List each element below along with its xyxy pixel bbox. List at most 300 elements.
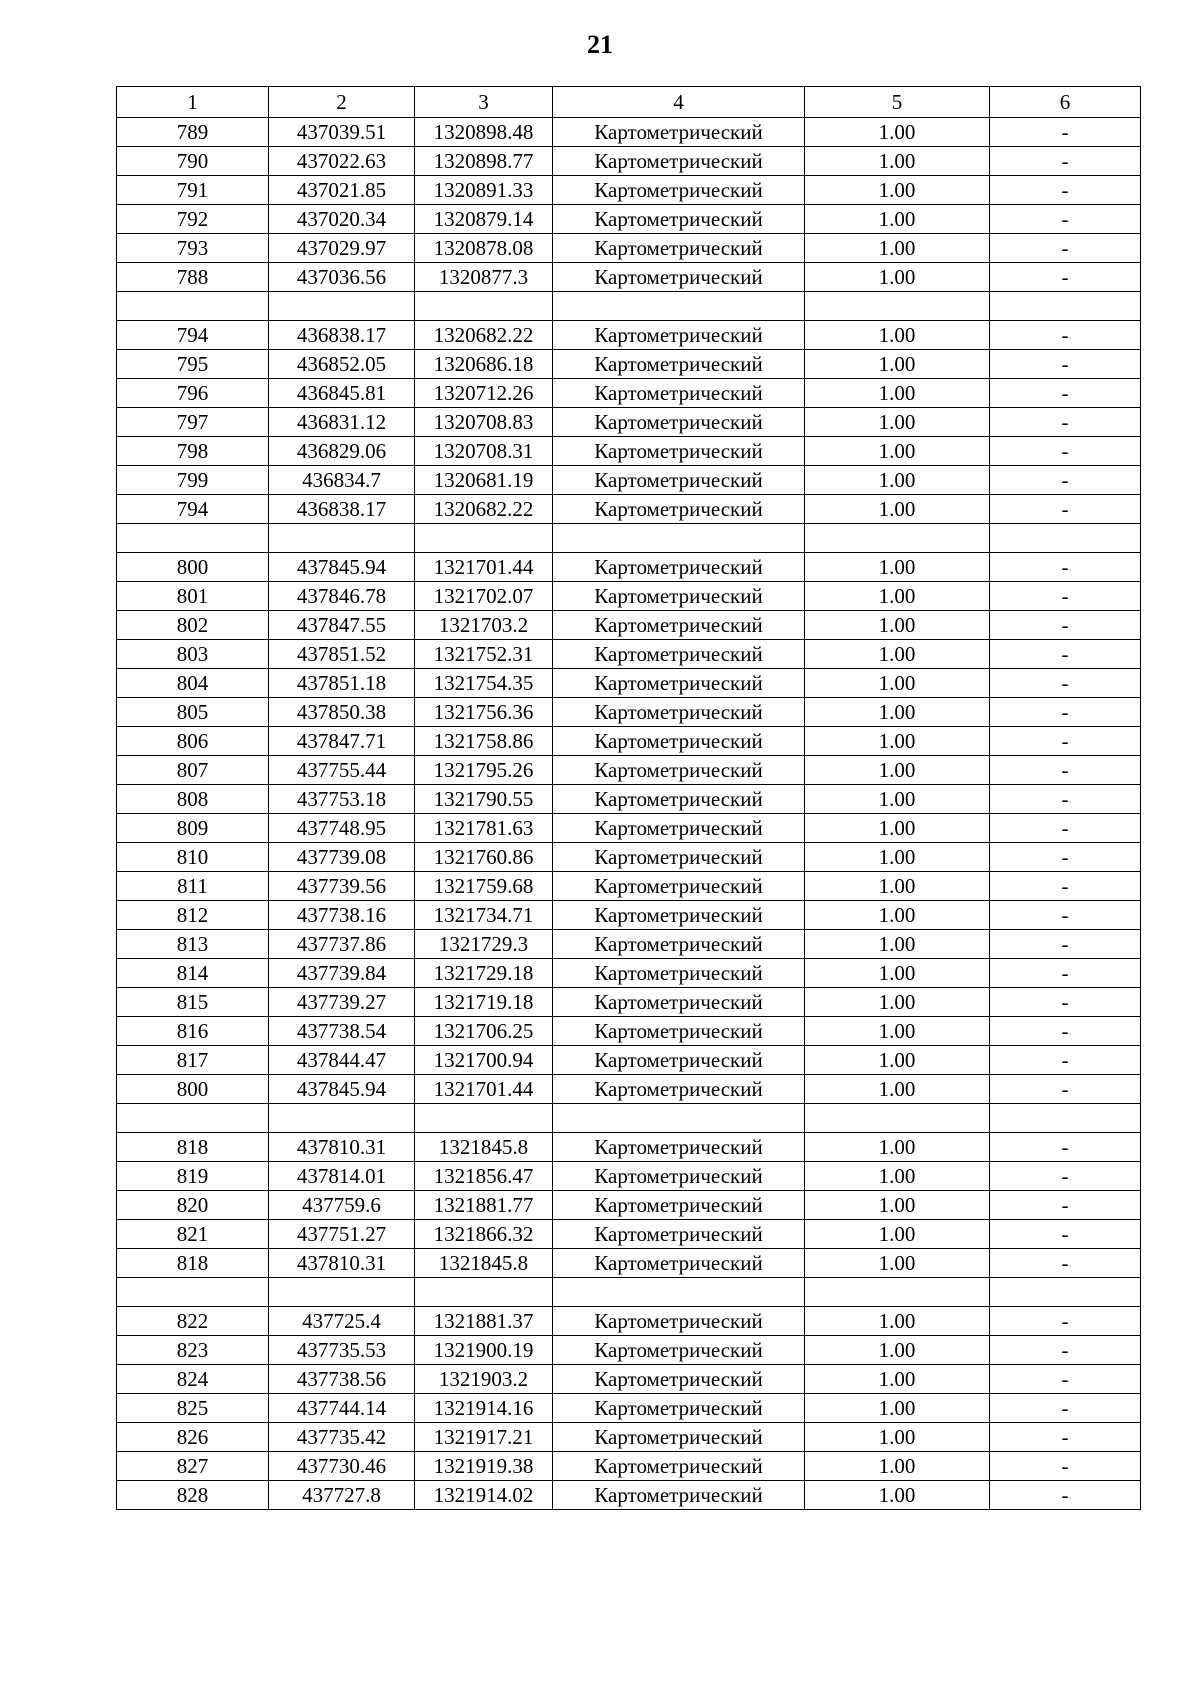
y-coordinate-cell: 1321758.86 <box>415 727 553 756</box>
note-cell: - <box>990 379 1141 408</box>
method-cell: Картометрический <box>553 466 805 495</box>
point-number-cell: 821 <box>117 1220 269 1249</box>
method-cell: Картометрический <box>553 959 805 988</box>
table-row <box>117 1075 1141 1104</box>
table-row <box>117 495 1141 524</box>
point-number-cell: 826 <box>117 1423 269 1452</box>
x-coordinate-cell: 437739.27 <box>269 988 415 1017</box>
method-cell <box>553 524 805 553</box>
table-row <box>117 582 1141 611</box>
x-coordinate-cell: 437845.94 <box>269 1075 415 1104</box>
point-number-cell: 828 <box>117 1481 269 1510</box>
point-number-cell: 808 <box>117 785 269 814</box>
note-cell: - <box>990 205 1141 234</box>
accuracy-cell: 1.00 <box>805 1191 990 1220</box>
accuracy-cell: 1.00 <box>805 1249 990 1278</box>
note-cell: - <box>990 350 1141 379</box>
point-number-cell: 788 <box>117 263 269 292</box>
point-number-cell: 815 <box>117 988 269 1017</box>
accuracy-cell: 1.00 <box>805 1481 990 1510</box>
table-row <box>117 1133 1141 1162</box>
point-number-cell: 800 <box>117 553 269 582</box>
accuracy-cell: 1.00 <box>805 727 990 756</box>
accuracy-cell: 1.00 <box>805 698 990 727</box>
x-coordinate-cell: 437810.31 <box>269 1249 415 1278</box>
table-header-row <box>117 87 1141 118</box>
accuracy-cell: 1.00 <box>805 553 990 582</box>
note-cell: - <box>990 1075 1141 1104</box>
column-header: 4 <box>553 87 805 118</box>
note-cell: - <box>990 176 1141 205</box>
note-cell: - <box>990 553 1141 582</box>
table-row <box>117 1046 1141 1075</box>
point-number-cell: 791 <box>117 176 269 205</box>
note-cell: - <box>990 901 1141 930</box>
method-cell: Картометрический <box>553 872 805 901</box>
x-coordinate-cell: 436845.81 <box>269 379 415 408</box>
y-coordinate-cell: 1320681.19 <box>415 466 553 495</box>
table-row <box>117 930 1141 959</box>
x-coordinate-cell: 436838.17 <box>269 495 415 524</box>
method-cell: Картометрический <box>553 1220 805 1249</box>
y-coordinate-cell: 1320898.77 <box>415 147 553 176</box>
table-row <box>117 118 1141 147</box>
y-coordinate-cell: 1321719.18 <box>415 988 553 1017</box>
accuracy-cell: 1.00 <box>805 1336 990 1365</box>
y-coordinate-cell: 1321856.47 <box>415 1162 553 1191</box>
x-coordinate-cell <box>269 1278 415 1307</box>
method-cell: Картометрический <box>553 785 805 814</box>
table-row <box>117 785 1141 814</box>
y-coordinate-cell <box>415 292 553 321</box>
y-coordinate-cell: 1321881.77 <box>415 1191 553 1220</box>
x-coordinate-cell: 437851.52 <box>269 640 415 669</box>
table-row <box>117 901 1141 930</box>
note-cell <box>990 1278 1141 1307</box>
accuracy-cell: 1.00 <box>805 669 990 698</box>
accuracy-cell: 1.00 <box>805 1423 990 1452</box>
accuracy-cell: 1.00 <box>805 466 990 495</box>
accuracy-cell: 1.00 <box>805 321 990 350</box>
column-header: 6 <box>990 87 1141 118</box>
table-row <box>117 872 1141 901</box>
method-cell: Картометрический <box>553 1191 805 1220</box>
accuracy-cell: 1.00 <box>805 1017 990 1046</box>
x-coordinate-cell: 437036.56 <box>269 263 415 292</box>
column-header: 3 <box>415 87 553 118</box>
point-number-cell: 805 <box>117 698 269 727</box>
point-number-cell: 799 <box>117 466 269 495</box>
accuracy-cell: 1.00 <box>805 1075 990 1104</box>
accuracy-cell: 1.00 <box>805 901 990 930</box>
y-coordinate-cell: 1321729.18 <box>415 959 553 988</box>
point-number-cell: 819 <box>117 1162 269 1191</box>
note-cell: - <box>990 988 1141 1017</box>
y-coordinate-cell: 1321760.86 <box>415 843 553 872</box>
accuracy-cell: 1.00 <box>805 872 990 901</box>
y-coordinate-cell: 1321914.16 <box>415 1394 553 1423</box>
y-coordinate-cell: 1321729.3 <box>415 930 553 959</box>
x-coordinate-cell <box>269 292 415 321</box>
method-cell: Картометрический <box>553 930 805 959</box>
x-coordinate-cell: 437759.6 <box>269 1191 415 1220</box>
y-coordinate-cell: 1321734.71 <box>415 901 553 930</box>
table-row <box>117 1017 1141 1046</box>
point-number-cell: 795 <box>117 350 269 379</box>
note-cell: - <box>990 263 1141 292</box>
accuracy-cell: 1.00 <box>805 640 990 669</box>
table-row <box>117 1452 1141 1481</box>
point-number-cell: 800 <box>117 1075 269 1104</box>
x-coordinate-cell: 437850.38 <box>269 698 415 727</box>
note-cell: - <box>990 118 1141 147</box>
accuracy-cell: 1.00 <box>805 756 990 785</box>
method-cell: Картометрический <box>553 1481 805 1510</box>
point-number-cell: 810 <box>117 843 269 872</box>
note-cell: - <box>990 698 1141 727</box>
table-row <box>117 843 1141 872</box>
method-cell: Картометрический <box>553 147 805 176</box>
table-row <box>117 1423 1141 1452</box>
table-body <box>117 118 1141 1510</box>
x-coordinate-cell: 437738.16 <box>269 901 415 930</box>
table-row <box>117 466 1141 495</box>
note-cell: - <box>990 785 1141 814</box>
x-coordinate-cell: 436829.06 <box>269 437 415 466</box>
method-cell: Картометрический <box>553 611 805 640</box>
y-coordinate-cell: 1321795.26 <box>415 756 553 785</box>
table-row <box>117 640 1141 669</box>
x-coordinate-cell: 437022.63 <box>269 147 415 176</box>
note-cell: - <box>990 234 1141 263</box>
method-cell: Картометрический <box>553 669 805 698</box>
method-cell: Картометрический <box>553 1249 805 1278</box>
note-cell: - <box>990 1423 1141 1452</box>
note-cell: - <box>990 756 1141 785</box>
y-coordinate-cell <box>415 1104 553 1133</box>
y-coordinate-cell <box>415 1278 553 1307</box>
point-number-cell: 803 <box>117 640 269 669</box>
note-cell: - <box>990 669 1141 698</box>
method-cell <box>553 1278 805 1307</box>
note-cell: - <box>990 727 1141 756</box>
table-row <box>117 176 1141 205</box>
table-row <box>117 1481 1141 1510</box>
point-number-cell: 813 <box>117 930 269 959</box>
table-row <box>117 756 1141 785</box>
method-cell: Картометрический <box>553 1423 805 1452</box>
point-number-cell: 809 <box>117 814 269 843</box>
point-number-cell: 814 <box>117 959 269 988</box>
x-coordinate-cell: 436831.12 <box>269 408 415 437</box>
method-cell: Картометрический <box>553 205 805 234</box>
accuracy-cell: 1.00 <box>805 118 990 147</box>
column-header: 1 <box>117 87 269 118</box>
y-coordinate-cell: 1321701.44 <box>415 1075 553 1104</box>
note-cell: - <box>990 1162 1141 1191</box>
point-number-cell <box>117 292 269 321</box>
point-number-cell: 820 <box>117 1191 269 1220</box>
y-coordinate-cell: 1321917.21 <box>415 1423 553 1452</box>
y-coordinate-cell: 1321706.25 <box>415 1017 553 1046</box>
x-coordinate-cell: 437847.71 <box>269 727 415 756</box>
x-coordinate-cell: 437753.18 <box>269 785 415 814</box>
accuracy-cell: 1.00 <box>805 1133 990 1162</box>
method-cell: Картометрический <box>553 640 805 669</box>
y-coordinate-cell: 1321903.2 <box>415 1365 553 1394</box>
accuracy-cell: 1.00 <box>805 234 990 263</box>
y-coordinate-cell: 1321752.31 <box>415 640 553 669</box>
x-coordinate-cell: 437020.34 <box>269 205 415 234</box>
method-cell: Картометрический <box>553 901 805 930</box>
note-cell <box>990 524 1141 553</box>
x-coordinate-cell: 436838.17 <box>269 321 415 350</box>
y-coordinate-cell: 1320891.33 <box>415 176 553 205</box>
y-coordinate-cell: 1320712.26 <box>415 379 553 408</box>
y-coordinate-cell: 1321845.8 <box>415 1249 553 1278</box>
table-row <box>117 263 1141 292</box>
y-coordinate-cell: 1321754.35 <box>415 669 553 698</box>
point-number-cell: 802 <box>117 611 269 640</box>
y-coordinate-cell: 1321919.38 <box>415 1452 553 1481</box>
note-cell: - <box>990 437 1141 466</box>
x-coordinate-cell: 437739.84 <box>269 959 415 988</box>
y-coordinate-cell: 1321845.8 <box>415 1133 553 1162</box>
table-row <box>117 814 1141 843</box>
method-cell: Картометрический <box>553 379 805 408</box>
accuracy-cell: 1.00 <box>805 176 990 205</box>
table-row <box>117 698 1141 727</box>
point-number-cell: 789 <box>117 118 269 147</box>
table-row <box>117 1307 1141 1336</box>
method-cell: Картометрический <box>553 1336 805 1365</box>
accuracy-cell: 1.00 <box>805 1394 990 1423</box>
x-coordinate-cell: 437814.01 <box>269 1162 415 1191</box>
accuracy-cell: 1.00 <box>805 582 990 611</box>
x-coordinate-cell: 437748.95 <box>269 814 415 843</box>
x-coordinate-cell: 437845.94 <box>269 553 415 582</box>
accuracy-cell: 1.00 <box>805 1307 990 1336</box>
note-cell: - <box>990 1452 1141 1481</box>
point-number-cell: 796 <box>117 379 269 408</box>
method-cell: Картометрический <box>553 1394 805 1423</box>
accuracy-cell: 1.00 <box>805 1046 990 1075</box>
x-coordinate-cell <box>269 1104 415 1133</box>
x-coordinate-cell: 437725.4 <box>269 1307 415 1336</box>
table-row <box>117 379 1141 408</box>
accuracy-cell: 1.00 <box>805 408 990 437</box>
accuracy-cell: 1.00 <box>805 350 990 379</box>
y-coordinate-cell: 1321701.44 <box>415 553 553 582</box>
method-cell: Картометрический <box>553 350 805 379</box>
table-row <box>117 350 1141 379</box>
note-cell: - <box>990 1307 1141 1336</box>
separator-row <box>117 292 1141 321</box>
note-cell: - <box>990 843 1141 872</box>
point-number-cell: 793 <box>117 234 269 263</box>
note-cell: - <box>990 321 1141 350</box>
y-coordinate-cell: 1321881.37 <box>415 1307 553 1336</box>
y-coordinate-cell: 1320686.18 <box>415 350 553 379</box>
note-cell: - <box>990 1191 1141 1220</box>
x-coordinate-cell: 437029.97 <box>269 234 415 263</box>
table-row <box>117 1365 1141 1394</box>
y-coordinate-cell: 1320877.3 <box>415 263 553 292</box>
x-coordinate-cell: 436852.05 <box>269 350 415 379</box>
table-row <box>117 1220 1141 1249</box>
method-cell: Картометрический <box>553 437 805 466</box>
point-number-cell <box>117 524 269 553</box>
x-coordinate-cell: 437846.78 <box>269 582 415 611</box>
accuracy-cell: 1.00 <box>805 785 990 814</box>
y-coordinate-cell: 1321866.32 <box>415 1220 553 1249</box>
note-cell: - <box>990 408 1141 437</box>
note-cell: - <box>990 1017 1141 1046</box>
y-coordinate-cell: 1320898.48 <box>415 118 553 147</box>
x-coordinate-cell: 437738.54 <box>269 1017 415 1046</box>
note-cell: - <box>990 640 1141 669</box>
table-row <box>117 988 1141 1017</box>
table-row <box>117 408 1141 437</box>
y-coordinate-cell: 1321700.94 <box>415 1046 553 1075</box>
note-cell: - <box>990 495 1141 524</box>
y-coordinate-cell: 1320879.14 <box>415 205 553 234</box>
accuracy-cell <box>805 1104 990 1133</box>
y-coordinate-cell: 1320708.31 <box>415 437 553 466</box>
accuracy-cell: 1.00 <box>805 205 990 234</box>
point-number-cell: 822 <box>117 1307 269 1336</box>
x-coordinate-cell: 437039.51 <box>269 118 415 147</box>
table-row <box>117 1394 1141 1423</box>
x-coordinate-cell: 437735.42 <box>269 1423 415 1452</box>
note-cell: - <box>990 959 1141 988</box>
x-coordinate-cell: 436834.7 <box>269 466 415 495</box>
table-row <box>117 321 1141 350</box>
table-row <box>117 669 1141 698</box>
note-cell: - <box>990 814 1141 843</box>
method-cell: Картометрический <box>553 176 805 205</box>
point-number-cell: 807 <box>117 756 269 785</box>
accuracy-cell: 1.00 <box>805 988 990 1017</box>
point-number-cell: 792 <box>117 205 269 234</box>
accuracy-cell: 1.00 <box>805 611 990 640</box>
table-row <box>117 553 1141 582</box>
method-cell: Картометрический <box>553 408 805 437</box>
point-number-cell <box>117 1104 269 1133</box>
method-cell: Картометрический <box>553 1307 805 1336</box>
y-coordinate-cell: 1321756.36 <box>415 698 553 727</box>
y-coordinate-cell: 1320682.22 <box>415 321 553 350</box>
method-cell: Картометрический <box>553 118 805 147</box>
x-coordinate-cell: 437847.55 <box>269 611 415 640</box>
method-cell: Картометрический <box>553 1452 805 1481</box>
method-cell: Картометрический <box>553 553 805 582</box>
note-cell: - <box>990 1336 1141 1365</box>
x-coordinate-cell: 437739.56 <box>269 872 415 901</box>
note-cell: - <box>990 1394 1141 1423</box>
point-number-cell: 812 <box>117 901 269 930</box>
method-cell: Картометрический <box>553 1162 805 1191</box>
point-number-cell <box>117 1278 269 1307</box>
point-number-cell: 801 <box>117 582 269 611</box>
note-cell: - <box>990 466 1141 495</box>
x-coordinate-cell: 437744.14 <box>269 1394 415 1423</box>
method-cell: Картометрический <box>553 698 805 727</box>
y-coordinate-cell: 1321702.07 <box>415 582 553 611</box>
accuracy-cell: 1.00 <box>805 379 990 408</box>
table-row <box>117 1162 1141 1191</box>
method-cell: Картометрический <box>553 321 805 350</box>
note-cell: - <box>990 930 1141 959</box>
point-number-cell: 818 <box>117 1133 269 1162</box>
note-cell: - <box>990 147 1141 176</box>
point-number-cell: 798 <box>117 437 269 466</box>
table-row <box>117 234 1141 263</box>
accuracy-cell: 1.00 <box>805 930 990 959</box>
method-cell <box>553 1104 805 1133</box>
table-row <box>117 1191 1141 1220</box>
accuracy-cell <box>805 292 990 321</box>
table-row <box>117 147 1141 176</box>
note-cell <box>990 1104 1141 1133</box>
accuracy-cell: 1.00 <box>805 1452 990 1481</box>
y-coordinate-cell: 1321781.63 <box>415 814 553 843</box>
note-cell <box>990 292 1141 321</box>
accuracy-cell: 1.00 <box>805 437 990 466</box>
x-coordinate-cell: 437738.56 <box>269 1365 415 1394</box>
y-coordinate-cell: 1321900.19 <box>415 1336 553 1365</box>
accuracy-cell: 1.00 <box>805 1365 990 1394</box>
method-cell <box>553 292 805 321</box>
method-cell: Картометрический <box>553 814 805 843</box>
accuracy-cell <box>805 524 990 553</box>
table-row <box>117 1249 1141 1278</box>
note-cell: - <box>990 1133 1141 1162</box>
separator-row <box>117 1104 1141 1133</box>
note-cell: - <box>990 582 1141 611</box>
point-number-cell: 811 <box>117 872 269 901</box>
method-cell: Картометрический <box>553 1046 805 1075</box>
point-number-cell: 818 <box>117 1249 269 1278</box>
point-number-cell: 823 <box>117 1336 269 1365</box>
y-coordinate-cell: 1320708.83 <box>415 408 553 437</box>
y-coordinate-cell: 1321703.2 <box>415 611 553 640</box>
x-coordinate-cell: 437851.18 <box>269 669 415 698</box>
accuracy-cell: 1.00 <box>805 843 990 872</box>
accuracy-cell: 1.00 <box>805 495 990 524</box>
table-row <box>117 611 1141 640</box>
method-cell: Картометрический <box>553 1133 805 1162</box>
point-number-cell: 827 <box>117 1452 269 1481</box>
x-coordinate-cell: 437755.44 <box>269 756 415 785</box>
note-cell: - <box>990 611 1141 640</box>
accuracy-cell: 1.00 <box>805 1220 990 1249</box>
separator-row <box>117 1278 1141 1307</box>
accuracy-cell: 1.00 <box>805 814 990 843</box>
y-coordinate-cell: 1321790.55 <box>415 785 553 814</box>
note-cell: - <box>990 1249 1141 1278</box>
x-coordinate-cell: 437727.8 <box>269 1481 415 1510</box>
x-coordinate-cell: 437737.86 <box>269 930 415 959</box>
table-row <box>117 727 1141 756</box>
x-coordinate-cell: 437751.27 <box>269 1220 415 1249</box>
x-coordinate-cell <box>269 524 415 553</box>
x-coordinate-cell: 437730.46 <box>269 1452 415 1481</box>
y-coordinate-cell: 1321759.68 <box>415 872 553 901</box>
point-number-cell: 824 <box>117 1365 269 1394</box>
point-number-cell: 797 <box>117 408 269 437</box>
point-number-cell: 790 <box>117 147 269 176</box>
